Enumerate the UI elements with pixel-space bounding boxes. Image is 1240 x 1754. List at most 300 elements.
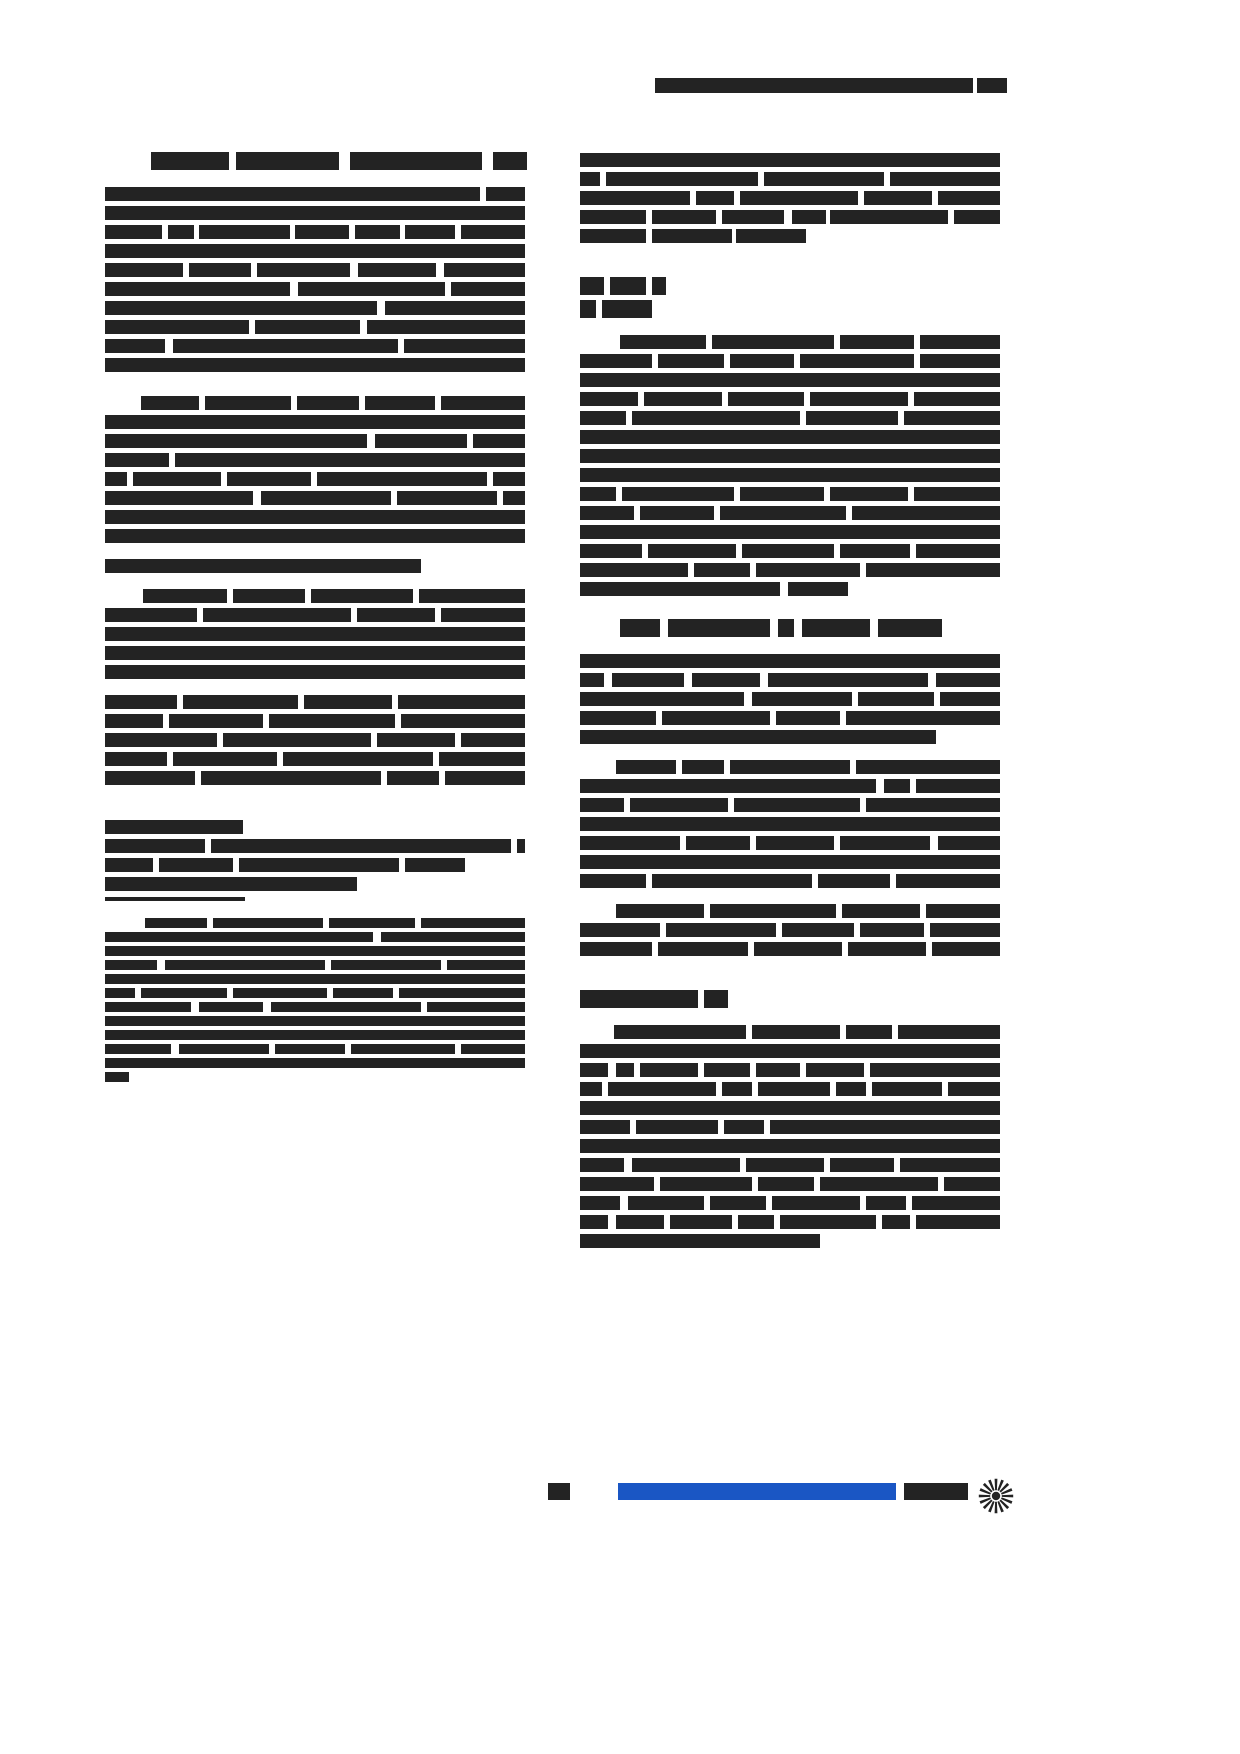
redaction-bar bbox=[652, 874, 812, 888]
redaction-bar bbox=[724, 1120, 764, 1134]
redaction-bar bbox=[806, 1063, 864, 1077]
redaction-bar bbox=[938, 836, 1000, 850]
redaction-bar bbox=[105, 733, 217, 747]
redaction-bar bbox=[357, 608, 435, 622]
left-text-column bbox=[105, 150, 525, 1084]
redaction-bar bbox=[936, 673, 1000, 687]
redacted-text-line bbox=[105, 355, 525, 374]
redaction-bar bbox=[404, 339, 525, 353]
redaction-bar bbox=[580, 1120, 630, 1134]
redaction-bar bbox=[105, 244, 525, 258]
redaction-bar bbox=[105, 529, 525, 543]
redaction-bar bbox=[896, 874, 1000, 888]
redaction-bar bbox=[866, 798, 1000, 812]
redaction-bar bbox=[233, 988, 327, 998]
redacted-text-line bbox=[580, 939, 1000, 958]
redacted-text-line bbox=[105, 1070, 525, 1084]
redaction-bar bbox=[696, 191, 734, 205]
redacted-text-line bbox=[580, 1117, 1000, 1136]
redacted-text-line bbox=[580, 1174, 1000, 1193]
redaction-bar bbox=[580, 487, 616, 501]
redaction-bar bbox=[213, 918, 323, 928]
redaction-bar bbox=[580, 392, 638, 406]
redaction-bar bbox=[105, 627, 525, 641]
redaction-bar bbox=[298, 282, 445, 296]
redaction-bar bbox=[105, 491, 253, 505]
redacted-paragraph-block bbox=[105, 393, 525, 545]
redaction-bar bbox=[580, 172, 600, 186]
redaction-bar bbox=[461, 1044, 525, 1054]
redaction-bar bbox=[333, 988, 393, 998]
redacted-text-line bbox=[580, 541, 1000, 560]
redaction-bar bbox=[105, 1030, 525, 1040]
redaction-bar bbox=[105, 472, 127, 486]
redaction-bar bbox=[159, 858, 233, 872]
redaction-bar bbox=[367, 320, 525, 334]
redacted-text-line bbox=[105, 241, 525, 260]
redaction-bar bbox=[606, 172, 758, 186]
redaction-bar bbox=[746, 1158, 824, 1172]
redacted-text-line bbox=[580, 1098, 1000, 1117]
redaction-bar bbox=[580, 277, 604, 295]
redacted-text-line bbox=[580, 1231, 1000, 1250]
redaction-bar bbox=[105, 646, 525, 660]
redaction-bar bbox=[580, 300, 596, 318]
redaction-bar bbox=[920, 335, 1000, 349]
redacted-footnote-block bbox=[105, 916, 525, 1084]
redaction-bar bbox=[283, 752, 433, 766]
redacted-text-line bbox=[580, 814, 1000, 833]
redaction-bar bbox=[401, 714, 525, 728]
redaction-bar bbox=[720, 506, 846, 520]
redacted-text-line bbox=[580, 370, 1000, 389]
redaction-bar bbox=[173, 339, 398, 353]
redacted-text-line bbox=[580, 833, 1000, 852]
redacted-text-line bbox=[580, 776, 1000, 795]
redaction-bar bbox=[866, 563, 1000, 577]
redacted-text-line bbox=[105, 150, 525, 173]
redaction-bar bbox=[580, 923, 660, 937]
redacted-text-line bbox=[105, 488, 525, 507]
redaction-bar bbox=[580, 874, 646, 888]
redaction-bar bbox=[948, 1082, 1000, 1096]
redaction-bar bbox=[940, 692, 1000, 706]
redaction-bar bbox=[203, 608, 351, 622]
redaction-bar bbox=[806, 411, 898, 425]
redacted-text-line bbox=[105, 605, 525, 624]
redaction-bar bbox=[143, 589, 227, 603]
redacted-text-line bbox=[580, 484, 1000, 503]
redaction-bar bbox=[730, 760, 850, 774]
redacted-paragraph-block bbox=[105, 586, 525, 681]
redaction-bar bbox=[858, 692, 934, 706]
redaction-bar bbox=[580, 1082, 602, 1096]
redaction-bar bbox=[738, 1215, 774, 1229]
redaction-bar bbox=[493, 152, 527, 170]
redaction-bar bbox=[754, 942, 842, 956]
redaction-bar bbox=[904, 411, 1000, 425]
redacted-text-line bbox=[105, 469, 525, 488]
redaction-bar bbox=[818, 874, 890, 888]
redaction-bar bbox=[580, 506, 634, 520]
redaction-bar bbox=[205, 396, 291, 410]
redacted-text-line bbox=[105, 1028, 525, 1042]
redaction-bar bbox=[890, 172, 1000, 186]
redacted-text-line bbox=[105, 222, 525, 241]
redaction-bar bbox=[275, 1044, 345, 1054]
redacted-paragraph-block bbox=[580, 150, 1000, 245]
redaction-bar bbox=[900, 1158, 1000, 1172]
redaction-bar bbox=[788, 582, 848, 596]
redacted-text-line bbox=[580, 465, 1000, 484]
redacted-paragraph-block bbox=[580, 651, 1000, 746]
redaction-bar bbox=[580, 711, 656, 725]
redaction-bar bbox=[580, 191, 690, 205]
redaction-bar bbox=[419, 589, 525, 603]
redacted-text-line bbox=[580, 1136, 1000, 1155]
redaction-bar bbox=[608, 1082, 716, 1096]
redaction-bar bbox=[728, 392, 804, 406]
redaction-bar bbox=[189, 263, 251, 277]
redaction-bar bbox=[439, 752, 525, 766]
redaction-bar bbox=[756, 1063, 800, 1077]
redacted-text-line bbox=[105, 986, 525, 1000]
redacted-text-line bbox=[580, 332, 1000, 351]
redaction-bar bbox=[580, 153, 1000, 167]
redaction-bar bbox=[580, 525, 1000, 539]
redacted-text-line bbox=[105, 298, 525, 317]
redaction-bar bbox=[580, 673, 604, 687]
redaction-bar bbox=[105, 320, 249, 334]
redaction-bar bbox=[926, 904, 1000, 918]
redaction-bar bbox=[870, 1063, 1000, 1077]
redaction-bar bbox=[742, 544, 834, 558]
redaction-bar bbox=[387, 771, 439, 785]
redacted-text-line bbox=[580, 689, 1000, 708]
header-redaction-bar bbox=[655, 78, 973, 93]
redaction-bar bbox=[652, 210, 716, 224]
redaction-bar bbox=[269, 714, 395, 728]
redaction-bar bbox=[636, 1120, 718, 1134]
redaction-bar bbox=[105, 974, 525, 984]
redaction-bar bbox=[694, 563, 750, 577]
redacted-text-line bbox=[105, 944, 525, 958]
redaction-bar bbox=[105, 695, 177, 709]
redacted-text-line bbox=[105, 643, 525, 662]
redaction-bar bbox=[616, 1215, 664, 1229]
redacted-text-line bbox=[580, 150, 1000, 169]
redaction-bar bbox=[105, 358, 525, 372]
redaction-bar bbox=[227, 472, 311, 486]
redacted-text-line bbox=[105, 412, 525, 431]
redaction-bar bbox=[199, 225, 290, 239]
redaction-bar bbox=[201, 771, 381, 785]
redaction-bar bbox=[444, 263, 525, 277]
redaction-bar bbox=[580, 836, 680, 850]
redaction-bar bbox=[580, 210, 646, 224]
redaction-bar bbox=[644, 392, 722, 406]
redaction-bar bbox=[580, 1044, 1000, 1058]
redaction-bar bbox=[652, 277, 666, 295]
redaction-bar bbox=[105, 510, 525, 524]
redaction-bar bbox=[658, 354, 724, 368]
redaction-bar bbox=[616, 1063, 634, 1077]
redaction-bar bbox=[580, 373, 1000, 387]
redaction-bar bbox=[740, 487, 824, 501]
redacted-text-line bbox=[105, 749, 525, 768]
redaction-bar bbox=[105, 1002, 191, 1012]
redaction-bar bbox=[730, 354, 794, 368]
redaction-bar bbox=[872, 1082, 942, 1096]
redacted-text-line bbox=[580, 1079, 1000, 1098]
redaction-bar bbox=[632, 1158, 740, 1172]
redacted-text-line bbox=[105, 507, 525, 526]
redacted-text-line bbox=[580, 427, 1000, 446]
redaction-bar bbox=[736, 229, 806, 243]
redaction-bar bbox=[105, 453, 169, 467]
redaction-bar bbox=[580, 1101, 1000, 1115]
redaction-bar bbox=[830, 487, 908, 501]
redaction-bar bbox=[405, 225, 455, 239]
redaction-bar bbox=[385, 301, 525, 315]
redaction-bar bbox=[884, 779, 910, 793]
redaction-bar bbox=[105, 263, 183, 277]
redacted-text-line bbox=[105, 624, 525, 643]
redacted-text-line bbox=[105, 662, 525, 681]
redaction-bar bbox=[668, 619, 770, 637]
redacted-text-line bbox=[580, 988, 1000, 1011]
redaction-bar bbox=[580, 855, 1000, 869]
redaction-bar bbox=[133, 472, 221, 486]
redaction-bar bbox=[105, 301, 377, 315]
redacted-text-line bbox=[580, 852, 1000, 871]
redacted-heading-block bbox=[105, 150, 525, 173]
redacted-paragraph-block bbox=[105, 692, 525, 787]
redaction-bar bbox=[580, 1196, 620, 1210]
doi-link[interactable] bbox=[618, 1483, 896, 1500]
redaction-bar bbox=[580, 942, 652, 956]
redacted-text-line bbox=[580, 169, 1000, 188]
redacted-text-line bbox=[580, 560, 1000, 579]
redaction-bar bbox=[447, 960, 525, 970]
redaction-bar bbox=[223, 733, 371, 747]
redaction-bar bbox=[329, 918, 415, 928]
redaction-bar bbox=[916, 544, 1000, 558]
redaction-bar bbox=[778, 619, 794, 637]
redacted-text-line bbox=[105, 958, 525, 972]
redaction-bar bbox=[882, 1215, 910, 1229]
redaction-bar bbox=[351, 1044, 455, 1054]
redaction-bar bbox=[792, 210, 826, 224]
redaction-bar bbox=[614, 1025, 746, 1039]
redaction-bar bbox=[580, 730, 936, 744]
redaction-bar bbox=[652, 229, 732, 243]
redacted-text-line bbox=[105, 431, 525, 450]
redacted-text-line bbox=[580, 1155, 1000, 1174]
redacted-text-line bbox=[580, 1193, 1000, 1212]
redaction-bar bbox=[183, 695, 298, 709]
redaction-bar bbox=[271, 1002, 421, 1012]
redacted-heading-block bbox=[580, 617, 1000, 640]
redaction-bar bbox=[840, 335, 914, 349]
redaction-bar bbox=[151, 152, 229, 170]
redaction-bar bbox=[105, 877, 357, 891]
redaction-bar bbox=[846, 711, 1000, 725]
redacted-text-line bbox=[580, 757, 1000, 776]
redaction-bar bbox=[105, 820, 243, 834]
redaction-bar bbox=[866, 1196, 906, 1210]
redaction-bar bbox=[580, 1234, 820, 1248]
redaction-bar bbox=[486, 187, 525, 201]
redaction-bar bbox=[105, 1072, 129, 1082]
redaction-bar bbox=[141, 396, 199, 410]
redaction-bar bbox=[105, 665, 525, 679]
rule-line bbox=[105, 897, 245, 901]
redaction-bar bbox=[764, 172, 884, 186]
redacted-heading-block bbox=[580, 988, 1000, 1011]
redacted-text-line bbox=[105, 692, 525, 711]
redaction-bar bbox=[580, 779, 876, 793]
page-footer bbox=[548, 1481, 1018, 1509]
redacted-text-line bbox=[580, 503, 1000, 522]
redaction-bar bbox=[580, 1215, 608, 1229]
redaction-bar bbox=[105, 434, 367, 448]
redaction-bar bbox=[473, 434, 525, 448]
redacted-text-line bbox=[105, 972, 525, 986]
redaction-bar bbox=[616, 904, 704, 918]
redaction-bar bbox=[350, 152, 482, 170]
redaction-bar bbox=[752, 692, 852, 706]
redacted-text-line bbox=[105, 279, 525, 298]
redaction-bar bbox=[255, 320, 360, 334]
redaction-bar bbox=[734, 798, 860, 812]
redaction-bar bbox=[848, 942, 926, 956]
redaction-bar bbox=[580, 654, 1000, 668]
redaction-bar bbox=[105, 559, 421, 573]
redaction-bar bbox=[770, 1120, 1000, 1134]
redaction-bar bbox=[580, 354, 652, 368]
redaction-bar bbox=[377, 733, 455, 747]
redaction-bar bbox=[451, 282, 525, 296]
redacted-text-line bbox=[580, 275, 1000, 298]
redaction-bar bbox=[622, 487, 734, 501]
redaction-bar bbox=[758, 1177, 814, 1191]
redaction-bar bbox=[105, 1058, 525, 1068]
redacted-text-line bbox=[580, 795, 1000, 814]
redaction-bar bbox=[580, 430, 1000, 444]
redacted-text-line bbox=[580, 226, 1000, 245]
redaction-bar bbox=[710, 1196, 766, 1210]
redacted-text-line bbox=[105, 1056, 525, 1070]
redacted-paragraph-block bbox=[580, 901, 1000, 958]
redacted-text-line bbox=[580, 446, 1000, 465]
redaction-bar bbox=[427, 1002, 525, 1012]
redacted-text-line bbox=[105, 817, 525, 836]
redacted-text-line bbox=[105, 730, 525, 749]
redaction-bar bbox=[105, 771, 195, 785]
redaction-bar bbox=[628, 1196, 704, 1210]
redaction-bar bbox=[580, 1063, 608, 1077]
redacted-text-line bbox=[105, 556, 525, 575]
redaction-bar bbox=[820, 1177, 938, 1191]
redaction-bar bbox=[493, 472, 525, 486]
redacted-text-line bbox=[580, 617, 1000, 640]
redacted-text-line bbox=[105, 1000, 525, 1014]
redacted-text-line bbox=[105, 317, 525, 336]
redaction-bar bbox=[772, 1196, 860, 1210]
redaction-bar bbox=[461, 225, 525, 239]
redaction-bar bbox=[916, 1215, 1000, 1229]
redacted-text-line bbox=[105, 336, 525, 355]
redaction-bar bbox=[830, 210, 948, 224]
redaction-bar bbox=[932, 942, 1000, 956]
redaction-bar bbox=[914, 392, 1000, 406]
redaction-bar bbox=[780, 1215, 876, 1229]
redaction-bar bbox=[692, 673, 760, 687]
redaction-bar bbox=[304, 695, 392, 709]
redacted-text-line bbox=[580, 727, 1000, 746]
redaction-bar bbox=[105, 415, 525, 429]
redaction-bar bbox=[878, 619, 942, 637]
redaction-bar bbox=[421, 918, 525, 928]
redaction-bar bbox=[722, 210, 784, 224]
redaction-bar bbox=[580, 1139, 1000, 1153]
redaction-bar bbox=[842, 904, 920, 918]
redaction-bar bbox=[768, 673, 928, 687]
redacted-text-line bbox=[580, 920, 1000, 939]
redacted-text-line bbox=[105, 855, 525, 874]
redaction-bar bbox=[666, 923, 776, 937]
redacted-text-line bbox=[105, 526, 525, 545]
redacted-text-line bbox=[580, 1041, 1000, 1060]
redaction-bar bbox=[620, 619, 660, 637]
redaction-bar bbox=[355, 225, 400, 239]
redacted-text-line bbox=[105, 874, 525, 893]
redaction-bar bbox=[852, 506, 1000, 520]
redaction-bar bbox=[295, 225, 349, 239]
redaction-bar bbox=[105, 714, 163, 728]
redaction-bar bbox=[836, 1082, 866, 1096]
redaction-bar bbox=[912, 1196, 1000, 1210]
redacted-text-line bbox=[105, 930, 525, 944]
redaction-bar bbox=[105, 752, 167, 766]
redaction-bar bbox=[710, 904, 836, 918]
footer-redaction bbox=[904, 1483, 968, 1500]
redaction-bar bbox=[704, 990, 728, 1008]
redaction-bar bbox=[658, 942, 748, 956]
redaction-bar bbox=[233, 589, 305, 603]
redaction-bar bbox=[365, 396, 435, 410]
redaction-bar bbox=[756, 563, 860, 577]
redacted-paragraph-block bbox=[105, 184, 525, 374]
redaction-bar bbox=[620, 335, 706, 349]
redacted-text-line bbox=[105, 586, 525, 605]
page-number-redaction bbox=[548, 1483, 570, 1500]
redaction-bar bbox=[405, 858, 465, 872]
redacted-text-line bbox=[580, 579, 1000, 598]
redaction-bar bbox=[105, 960, 157, 970]
redaction-bar bbox=[580, 990, 698, 1008]
redaction-bar bbox=[722, 1082, 752, 1096]
redacted-heading-block bbox=[580, 275, 1000, 321]
redaction-bar bbox=[610, 277, 646, 295]
redaction-bar bbox=[580, 468, 1000, 482]
running-header-redaction bbox=[655, 78, 1007, 93]
redaction-bar bbox=[580, 544, 642, 558]
redaction-bar bbox=[662, 711, 770, 725]
redaction-bar bbox=[632, 411, 800, 425]
redaction-bar bbox=[580, 1177, 654, 1191]
